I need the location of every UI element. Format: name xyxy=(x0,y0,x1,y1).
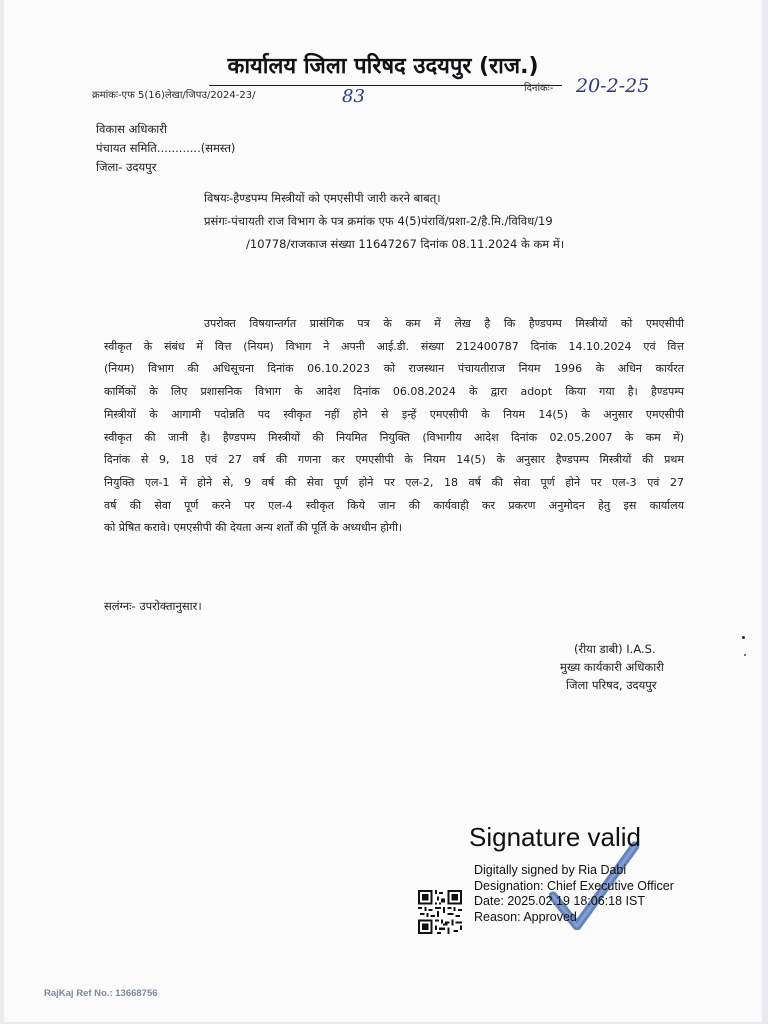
addressee-block xyxy=(96,120,235,177)
body-line: (नियम) विभाग की अधिसूचना दिनांक 06.10.2023 को राजस्थान पंचायतीराज नियम 1996 के अधिन कार्यरत xyxy=(104,362,684,376)
signatory-name: (रीया डाबी) I.A.S. xyxy=(574,642,656,656)
signature-status: Signature valid xyxy=(469,822,641,852)
date-label: दिनांकः- xyxy=(524,83,554,94)
signatory-designation: मुख्य कार्यकारी अधिकारी xyxy=(560,660,664,674)
reference-number: क्रमांकः-एफ 5(16)लेखा/जिपउ/2024-23/ xyxy=(92,90,256,101)
body-line: को प्रेषित करावे। एमएसीपी की देयता अन्य शर्तों की पूर्ति के अध्यधीन होगी। xyxy=(104,521,403,535)
subject-block xyxy=(204,187,564,256)
body-line: दिनांक से 9, 18 एवं 27 वर्ष की गणना कर एमएसीपी के नियम 14(5) के अनुसार हैण्डपम्प मिस्त्रीयों की प्रथम xyxy=(104,453,684,467)
signature-reason: Reason: Approved xyxy=(474,909,577,924)
qr-code-icon xyxy=(418,890,462,934)
letter-body xyxy=(104,313,684,540)
handwritten-dispatch-number: 83 xyxy=(342,86,365,107)
addressee-line: जिला- उदयपुर xyxy=(96,160,157,174)
body-line: उपरोक्त विषयान्तर्गत प्रासंगिक पत्र के कम में लेख है कि हैण्डपम्प मिस्त्रीयों को एमएसीपी xyxy=(204,317,684,330)
signature-date: Date: 2025.02.19 18:06:18 IST xyxy=(474,894,645,908)
addressee-line: विकास अधिकारी xyxy=(96,122,167,136)
body-line: मिस्त्रीयों के आगामी पदोन्नति पद स्वीकृत नहीं होने से इन्हें एमएसीपी के नियम 14(5) के अनुसार एमएसीपी xyxy=(104,407,684,421)
signature-signed-by: Digitally signed by Ria Dabi xyxy=(474,863,627,877)
handwritten-date: 20-2-25 xyxy=(576,75,650,97)
signature-designation: Designation: Chief Executive Officer xyxy=(474,878,674,893)
enclosure-note: सलंग्नः- उपरोक्तानुसार। xyxy=(104,599,202,613)
reference-line-continued: /10778/राजकाज संख्या 11647267 दिनांक 08.11.2024 के कम में। xyxy=(246,237,565,251)
addressee-line: पंचायत समिति............(समस्त) xyxy=(96,141,236,155)
subject-line: विषयः-हैण्डपम्प मिस्त्रीयों को एमएसीपी जारी करने बाबत्। xyxy=(204,191,441,205)
body-line: वर्ष की सेवा पूर्ण करने पर एल-4 स्वीकृत किये जान की कार्यवाही कर प्रकरण अनुमोदन हेतु इस कार्यालय xyxy=(104,498,684,512)
body-line: स्वीकृत के संबंध में वित्त (नियम) विभाग ने अपनी आई.डी. संख्या 212400787 दिनांक 14.10.2024 एवं वित्त xyxy=(104,339,684,353)
title-underline xyxy=(209,85,562,86)
rajkaj-reference: RajKaj Ref No.: 13668756 xyxy=(44,988,158,999)
signatory-office: जिला परिषद, उदयपुर xyxy=(566,678,657,692)
body-line: नियुक्ति एल-1 में होने से, 9 वर्ष की सेवा पूर्ण होने पर एल-2, 18 वर्ष की सेवा पूर्ण होने पर एल-3 एवं 27 xyxy=(104,475,684,489)
signature-details xyxy=(474,863,674,925)
body-line: कार्मिकों के लिए प्रशासनिक विभाग के आदेश दिनांक 06.08.2024 के द्वारा adopt किया गया है। हैण्डपम्प xyxy=(104,385,684,399)
scan-speck xyxy=(744,654,746,656)
signatory-block xyxy=(560,640,664,694)
office-title: कार्यालय जिला परिषद उदयपुर (राज.) xyxy=(227,54,539,79)
reference-line: प्रसंगः-पंचायती राज विभाग के पत्र क्रमांक एफ 4(5)पंराविं/प्रशा-2/है.मि./विविध/19 xyxy=(204,214,553,228)
scan-speck xyxy=(742,636,745,639)
letter-page xyxy=(4,0,762,1022)
body-line: स्वीकृत की जानी है। हैण्डपम्प मिस्त्रीयों की नियमित नियुक्ति (विभागीय आदेश दिनांक 02.05.2007 के कम में) xyxy=(104,430,684,444)
